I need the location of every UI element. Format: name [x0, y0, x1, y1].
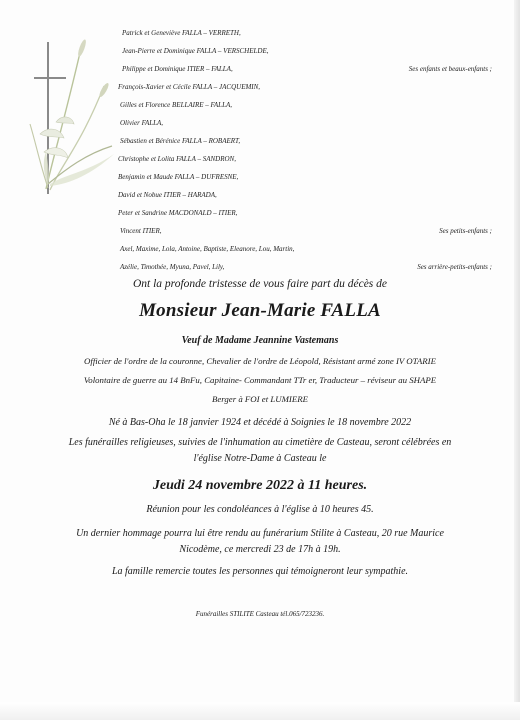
intro-text: Ont la profonde tristesse de vous faire part du décès de	[132, 278, 388, 290]
titles-line-2: Volontaire de guerre au 14 BnFu, Capitaine- Commandant TTr er, Traducteur – réviseur au SHAPE	[83, 375, 437, 385]
thanks-line: La famille remercie toutes les personnes qui témoigneront leur sympathie.	[111, 566, 409, 577]
family-entry: François-Xavier et Cécile FALLA – JACQUEMIN,	[118, 83, 261, 91]
family-entry: Axel, Maxime, Lola, Antoine, Baptiste, Eleanore, Lou, Martin,	[120, 245, 295, 253]
page-bottom-shadow	[0, 702, 520, 720]
family-entry: Vincent ITIER,	[120, 227, 162, 235]
homage-line-1: Un dernier hommage pourra lui être rendu au funérarium Stilite à Casteau, 20 rue Maurice	[76, 528, 444, 539]
relation-great-grandchildren: Ses arrière-petits-enfants ;	[417, 263, 492, 271]
titles-line-1: Officier de l'ordre de la couronne, Chevalier de l'ordre de Léopold, Résistant armé zone IV OTARIE	[84, 356, 436, 366]
family-entry: Patrick et Geneviève FALLA – VERRETH,	[122, 29, 241, 37]
family-entry: Azélie, Timothée, Myuna, Pavel, Lily,	[120, 263, 225, 271]
widower-line: Veuf de Madame Jeannine Vastemans	[181, 335, 339, 346]
funeral-line-2: l'église Notre-Dame à Casteau le	[193, 453, 327, 464]
family-entry: Sébastien et Bérénice FALLA – ROBAERT,	[120, 137, 241, 145]
homage-line-2: Nicodème, ce mercredi 23 de 17h à 19h.	[179, 544, 341, 555]
funeral-line-1: Les funérailles religieuses, suivies de l'inhumation au cimetière de Casteau, seront célébrées en	[68, 437, 452, 448]
cross-lily-ornament	[26, 34, 116, 204]
family-entry: Gilles et Florence BELLAIRE – FALLA,	[120, 101, 232, 109]
relation-grandchildren: Ses petits-enfants ;	[439, 227, 492, 235]
page-edge-shadow	[514, 0, 520, 720]
condolences-line: Réunion pour les condoléances à l'église à 10 heures 45.	[146, 504, 374, 515]
family-entry: Philippe et Dominique ITIER – FALLA,	[122, 65, 233, 73]
deceased-name: Monsieur Jean-Marie FALLA	[139, 300, 381, 321]
birth-death-line: Né à Bas-Oha le 18 janvier 1924 et décédé à Soignies le 18 novembre 2022	[108, 417, 412, 428]
family-entry: Jean-Pierre et Dominique FALLA – VERSCHELDE,	[122, 47, 269, 55]
family-entry: Olivier FALLA,	[120, 119, 164, 127]
funeral-date: Jeudi 24 novembre 2022 à 11 heures.	[152, 478, 368, 493]
family-entry: Benjamin et Maude FALLA – DUFRESNE,	[118, 173, 239, 181]
family-entry: Christophe et Lolita FALLA – SANDRON,	[118, 155, 236, 163]
titles-line-3: Berger à FOI et LUMIERE	[212, 394, 308, 404]
family-entry: David et Nobue ITIER – HARADA,	[118, 191, 217, 199]
funeral-home-footer: Funérailles STILITE Casteau tél.065/723236.	[195, 610, 325, 618]
family-entry: Peter et Sandrine MACDONALD – ITIER,	[118, 209, 238, 217]
relation-children: Ses enfants et beaux-enfants ;	[408, 65, 492, 73]
